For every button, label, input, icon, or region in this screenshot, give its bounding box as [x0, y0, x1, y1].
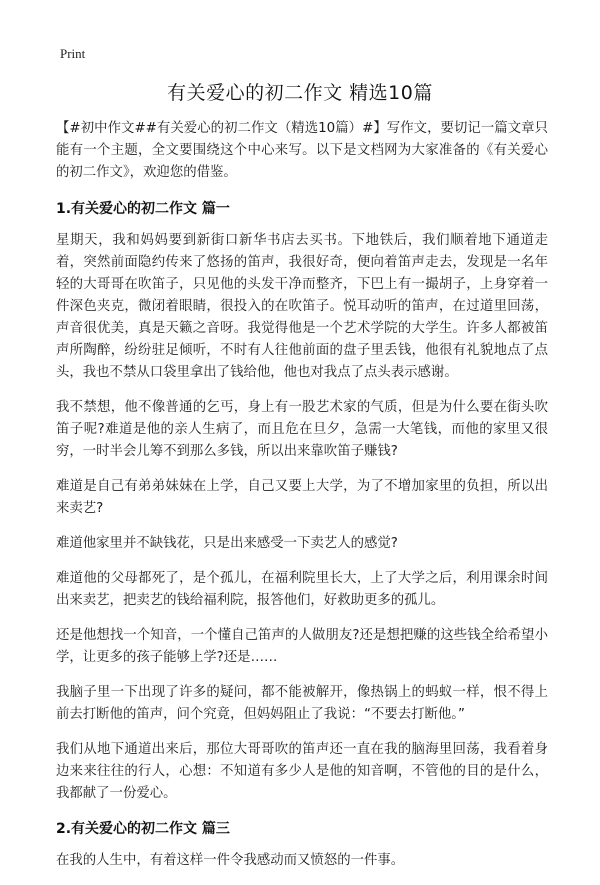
- section-1-paragraph-5: 难道他的父母都死了，是个孤儿，在福利院里长大，上了大学之后，利用课余时间出来卖艺，把卖艺的钱给福利院，报答他们，好救助更多的孤儿。: [56, 571, 548, 608]
- section-1-paragraph-6: 还是他想找一个知音，一个懂自己笛声的人做朋友?还是想把赚的这些钱全给希望小学，让更多的孩子能够上学?还是……: [56, 628, 548, 665]
- section-1-paragraph-8: 我们从地下通道出来后，那位大哥哥吹的笛声还一直在我的脑海里回荡，我看着身边来来往往的行人，心想：不知道有多少人是他的知音啊，不管他的目的是什么，我都献了一份爱心。: [56, 742, 548, 801]
- intro-paragraph: 【#初中作文##有关爱心的初二作文（精选10篇）#】写作文，要切记一篇文章只能有一个主题，全文要围绕这个中心来写。以下是文档网为大家准备的《有关爱心的初二作文》，欢迎您的借鉴。: [56, 121, 548, 180]
- section-1-paragraph-3: 难道是自己有弟弟妹妹在上学，自己又要上大学，为了不增加家里的负担，所以出来卖艺?: [56, 479, 548, 516]
- section-heading-1: 1.有关爱心的初二作文 篇一: [56, 201, 230, 217]
- section-1-paragraph-1: 星期天，我和妈妈要到新街口新华书店去买书。下地铁后，我们顺着地下通道走着，突然前面隐约传来了悠扬的笛声，我很好奇，便向着笛声走去，发现是一名年轻的大哥哥在吹笛子，只见他的头发干净而整齐，下巴上有一撮胡子，上身穿着一件深色夹克，微闭着眼睛，很投入的在吹笛子。悦耳动听的笛声，在过道里回荡，声音很优美，真是天籁之音呀。我觉得他是一个艺术学院的大学生。许多人都被笛声所陶醉，纷纷驻足倾听，不时有人往他前面的盘子里丢钱，他很有礼貌地点了点头，我也不禁从口袋里拿出了钱给他，他也对我点了点头表示感谢。: [56, 233, 548, 380]
- section-1-paragraph-7: 我脑子里一下出现了许多的疑问，都不能被解开，像热锅上的蚂蚁一样，恨不得上前去打断他的笛声，问个究竟，但妈妈阻止了我说：“不要去打断他。”: [56, 685, 548, 722]
- document-title: 有关爱心的初二作文 精选10篇: [167, 82, 433, 104]
- section-2-paragraph-1: 在我的人生中，有着这样一件令我感动而又愤怒的一件事。: [56, 853, 405, 868]
- section-heading-2: 2.有关爱心的初二作文 篇三: [56, 821, 230, 837]
- document-body: [56, 118, 548, 885]
- section-1-paragraph-2: 我不禁想，他不像普通的乞丐，身上有一股艺术家的气质，但是为什么要在街头吹笛子呢?难道是他的亲人生病了，而且危在旦夕，急需一大笔钱，而他的家里又很穷，一时半会儿筹不到那么多钱，所以出来靠吹笛子赚钱?: [56, 400, 548, 459]
- print-label[interactable]: Print: [60, 46, 86, 61]
- section-1-paragraph-4: 难道他家里并不缺钱花，只是出来感受一下卖艺人的感觉?: [56, 536, 398, 551]
